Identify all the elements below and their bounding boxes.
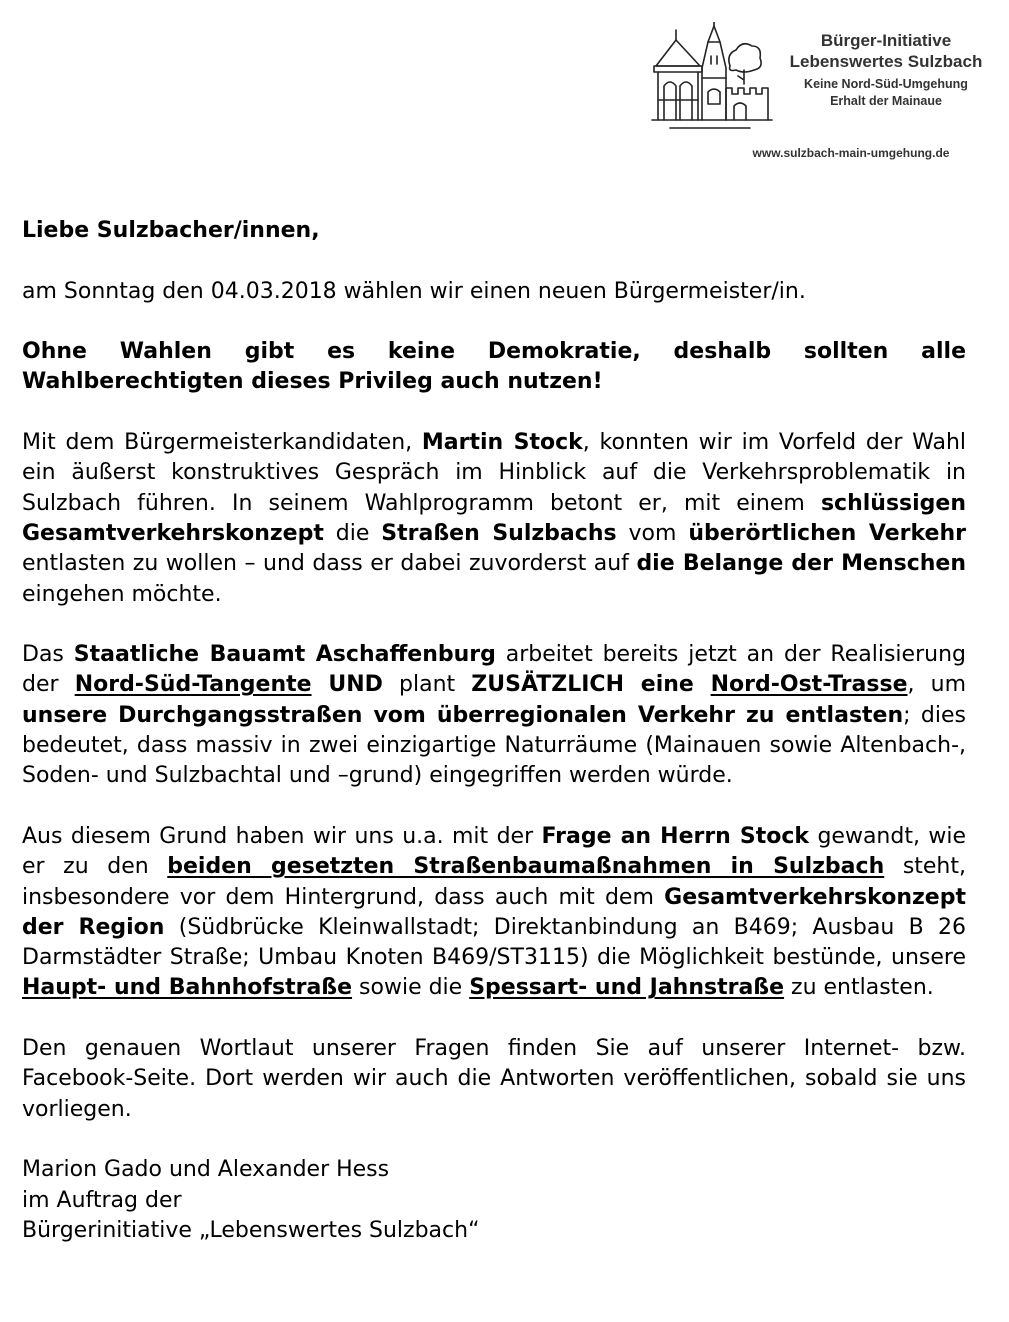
paragraph-bauamt: Das Staatliche Bauamt Aschaffenburg arbeitet bereits jetzt an der Realisierung der Nord-Süd-Tangente UND plant ZUSÄTZLICH eine Nord-Ost-Trasse, um unsere Durchgangsstraßen vom überregionalen Verkehr zu entlasten; dies bedeutet, dass massiv in zwei einzigartige Naturräume (Mainauen sowie Altenbach-, Soden- und Sulzbachtal und –grund) eingegriffen werden würde. — [22, 642, 967, 789]
letter-body — [22, 216, 966, 1246]
greeting: Liebe Sulzbacher/innen, — [22, 218, 320, 243]
signature-names: Marion Gado und Alexander Hess — [22, 1157, 390, 1183]
church-castle-logo-icon — [650, 22, 775, 134]
appeal-paragraph: Ohne Wahlen gibt es keine Demokratie, deshalb sollten alle Wahlberechtigten dieses Privileg auch nutzen! — [22, 339, 966, 395]
paragraph-candidate: Mit dem Bürgermeisterkandidaten, Martin Stock, konnten wir im Vorfeld der Wahl ein äußerst konstruktives Gespräch im Hinblick auf die Verkehrsproblematik in Sulzbach führen. In seinem Wahlprogramm betont er, mit einem schlüssigen Gesamtverkehrskonzept die Straßen Sulzbachs vom überörtlichen Verkehr entlasten zu wollen – und dass er dabei zuvorderst auf die Belange der Menschen eingehen möchte. — [22, 430, 966, 607]
org-name-line2: Lebenswertes Sulzbach — [789, 52, 983, 71]
signature — [22, 1155, 966, 1246]
org-slogan-line2: Erhalt der Mainaue — [830, 94, 942, 108]
website-url: www.sulzbach-main-umgehung.de — [752, 146, 950, 160]
org-name-line1: Bürger-Initiative — [820, 31, 952, 50]
signature-organization: Bürgerinitiative „Lebenswertes Sulzbach“ — [22, 1217, 480, 1243]
org-slogan-line1: Keine Nord-Süd-Umgehung — [804, 77, 968, 91]
signature-role: im Auftrag der — [22, 1187, 182, 1213]
organization-name — [780, 30, 992, 110]
paragraph-website: Den genauen Wortlaut unserer Fragen finden Sie auf unserer Internet- bzw. Facebook-Seite. Dort werden wir auch die Antworten veröffentlichen, sobald sie uns vorliegen. — [22, 1036, 966, 1122]
paragraph-question: Aus diesem Grund haben wir uns u.a. mit der Frage an Herrn Stock gewandt, wie er zu den beiden gesetzten Straßenbaumaßnahmen in Sulzbach steht, insbesondere vor dem Hintergrund, dass auch mit dem Gesamtverkehrskonzept der Region (Südbrücke Kleinwallstadt; Direktanbindung an B469; Ausbau B 26 Darmstädter Straße; Umbau Knoten B469/ST3115) die Möglichkeit bestünde, unsere Haupt- und Bahnhofstraße sowie die Spessart- und Jahnstraße zu entlasten. — [22, 823, 967, 1001]
intro-paragraph: am Sonntag den 04.03.2018 wählen wir einen neuen Bürgermeister/in. — [22, 278, 806, 304]
letterhead — [650, 18, 995, 168]
